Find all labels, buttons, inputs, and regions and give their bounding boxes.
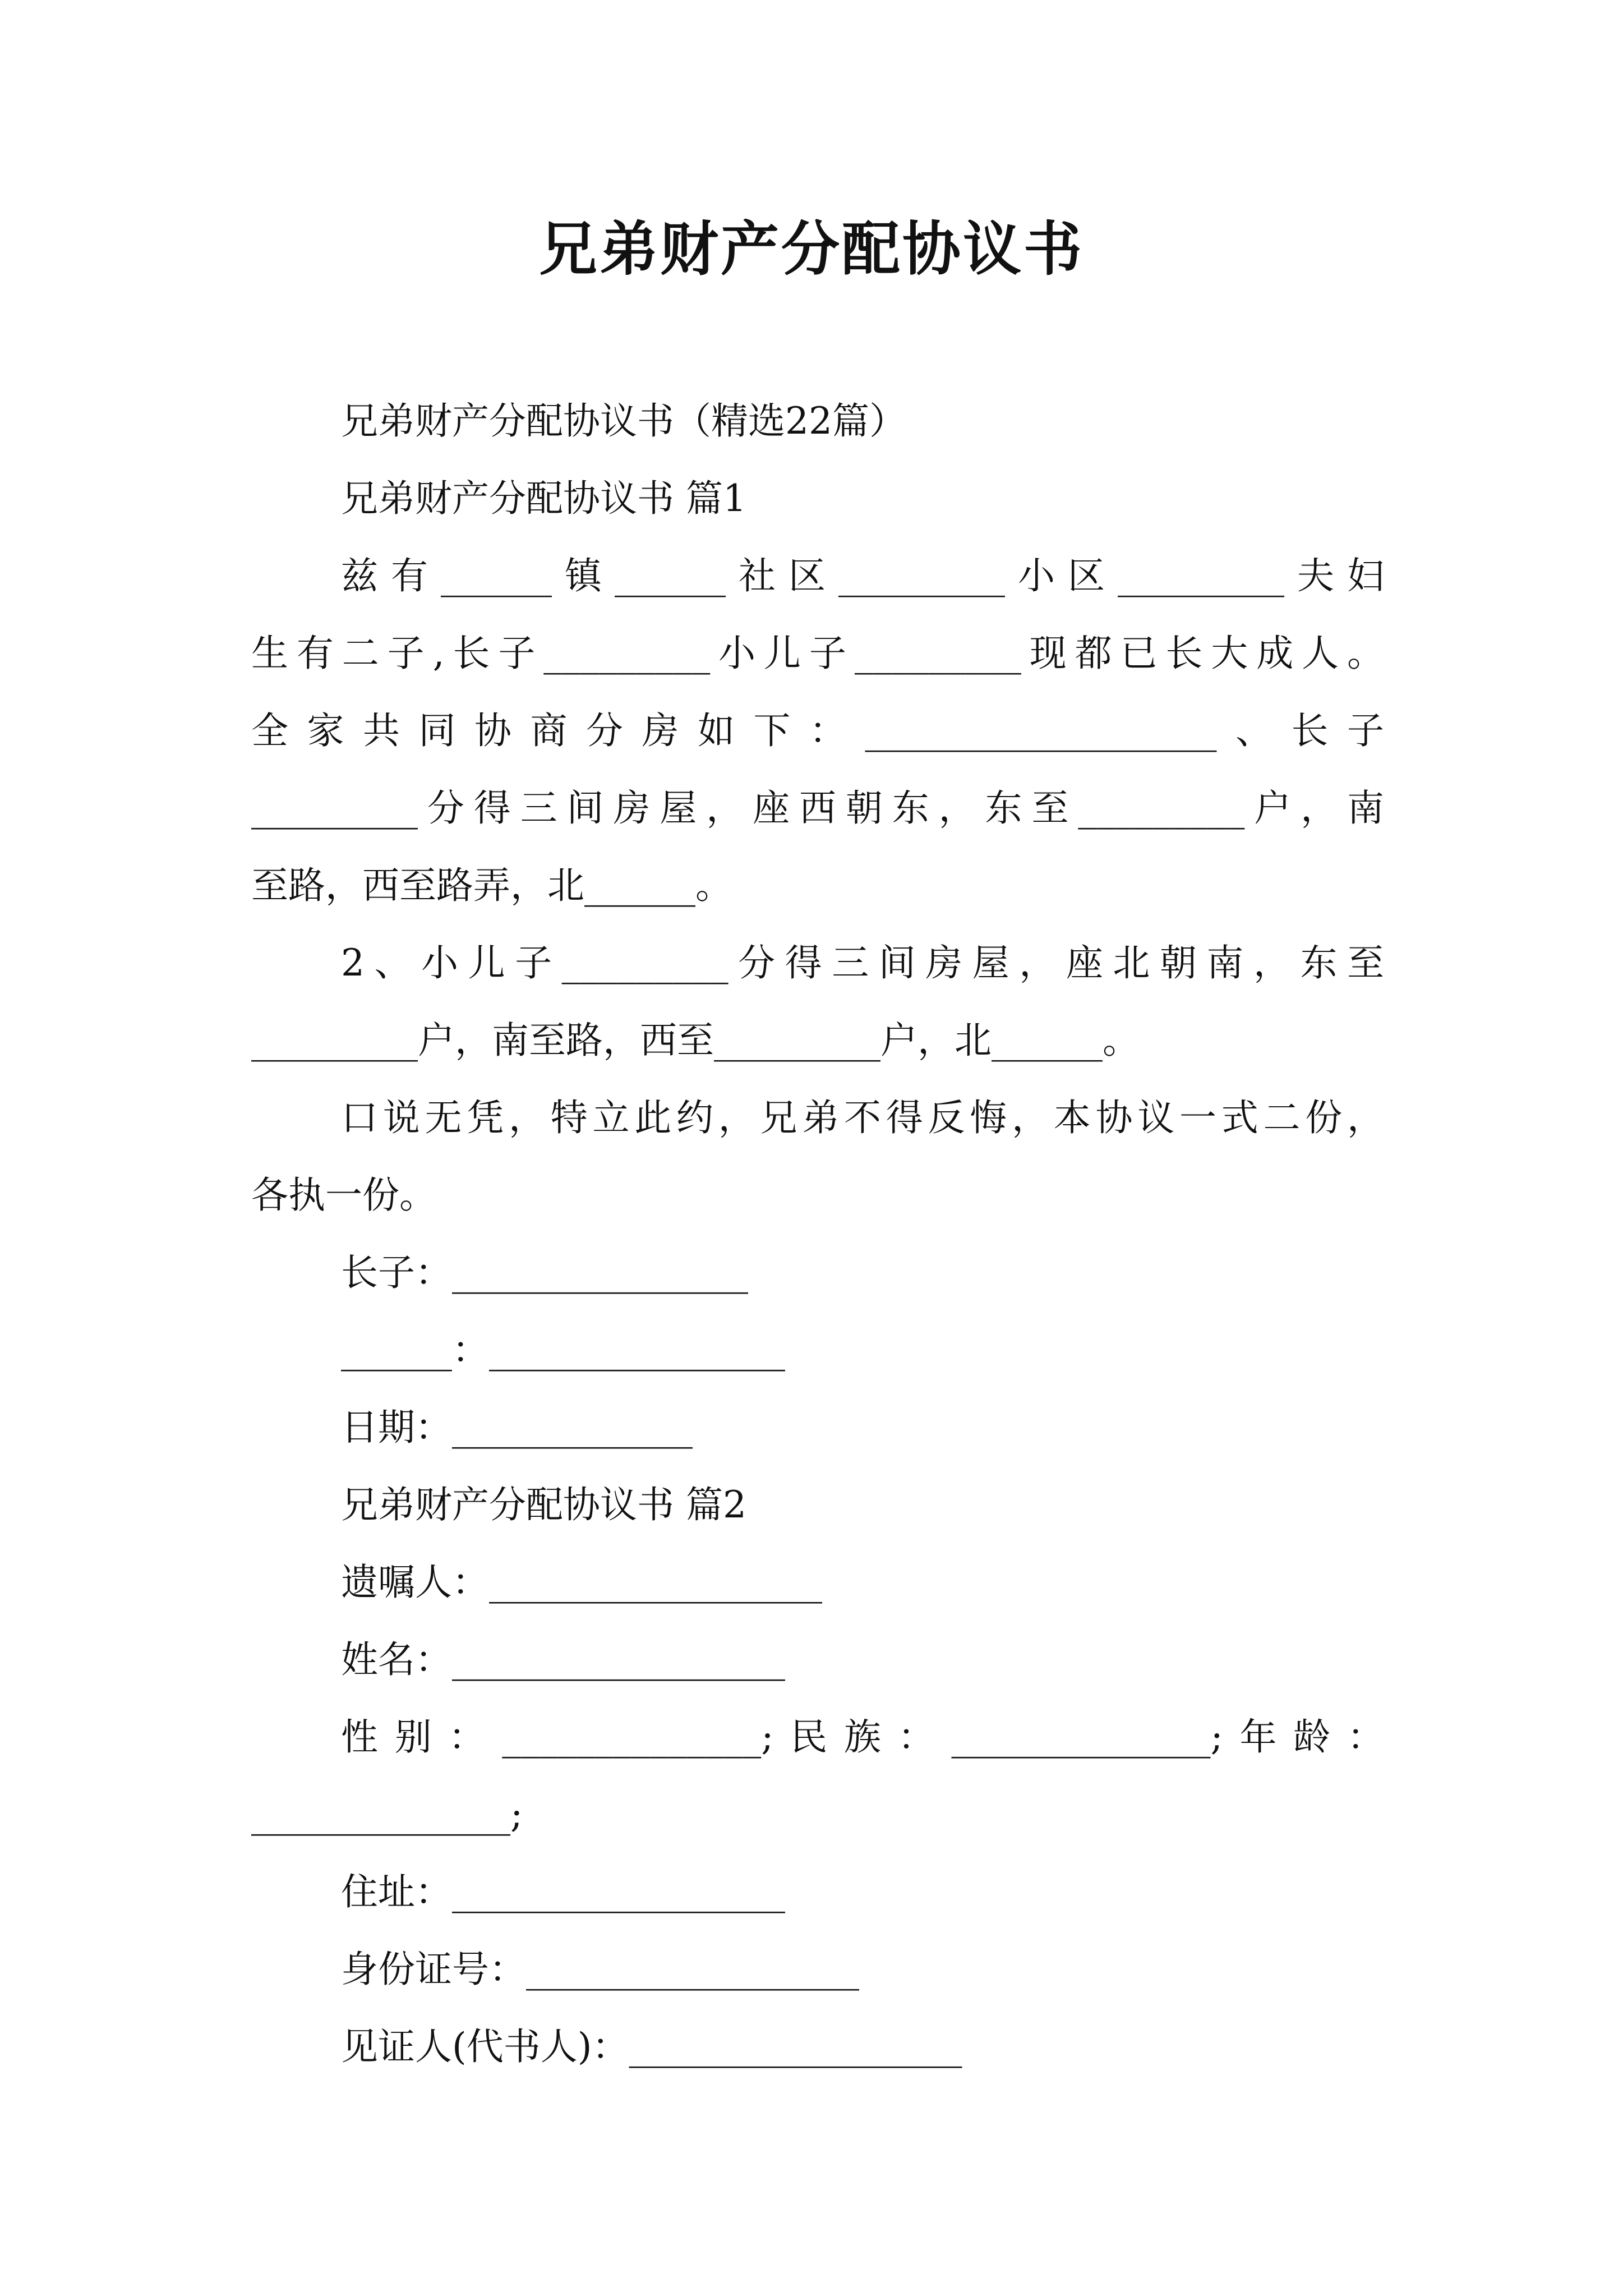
field-address: 住址：__________________ [341, 1870, 785, 1913]
signature-other: ______：________________ [341, 1328, 785, 1372]
paragraph-line: 口说无凭，特立此约，兄弟不得反悔，本协议一式二份， [341, 1096, 1384, 1139]
field-witness: 见证人(代书人)：__________________ [341, 2025, 962, 2068]
paragraph-line: 至路，西至路弄，北______。 [251, 864, 732, 907]
paragraph-subtitle: 兄弟财产分配协议书（精选22篇） [341, 399, 906, 443]
field-testator: 遗嘱人：__________________ [341, 1561, 822, 1604]
paragraph-line: 全家共同协商分房如下：___________________、长子 [251, 709, 1384, 752]
field-age-continued: ______________; [251, 1793, 523, 1836]
field-gender-ethnicity-age: 性别：______________;民族：______________;年龄： [341, 1715, 1384, 1759]
paragraph-line: 生有二子,长子_________小儿子_________现都已长大成人。 [251, 632, 1384, 675]
paragraph-line: _________户，南至路，西至_________户，北______。 [251, 1019, 1140, 1062]
field-name: 姓名：__________________ [341, 1638, 785, 1681]
paragraph-section-2-heading: 兄弟财产分配协议书 篇2 [341, 1483, 746, 1526]
document-title: 兄弟财产分配协议书 [538, 215, 1084, 283]
paragraph-line: 兹有______镇______社区_________小区_________夫妇 [341, 554, 1384, 597]
paragraph-section-1-heading: 兄弟财产分配协议书 篇1 [341, 477, 746, 520]
paragraph-line: 各执一份。 [251, 1174, 436, 1217]
paragraph-line: 2、小儿子_________分得三间房屋，座北朝南，东至 [341, 941, 1384, 984]
signature-eldest-son: 长子：________________ [341, 1251, 748, 1294]
signature-date: 日期：_____________ [341, 1406, 693, 1449]
paragraph-line: _________分得三间房屋，座西朝东，东至_________户，南 [251, 786, 1384, 830]
document-body [251, 383, 1384, 2086]
field-id-number: 身份证号：__________________ [341, 1948, 859, 1991]
